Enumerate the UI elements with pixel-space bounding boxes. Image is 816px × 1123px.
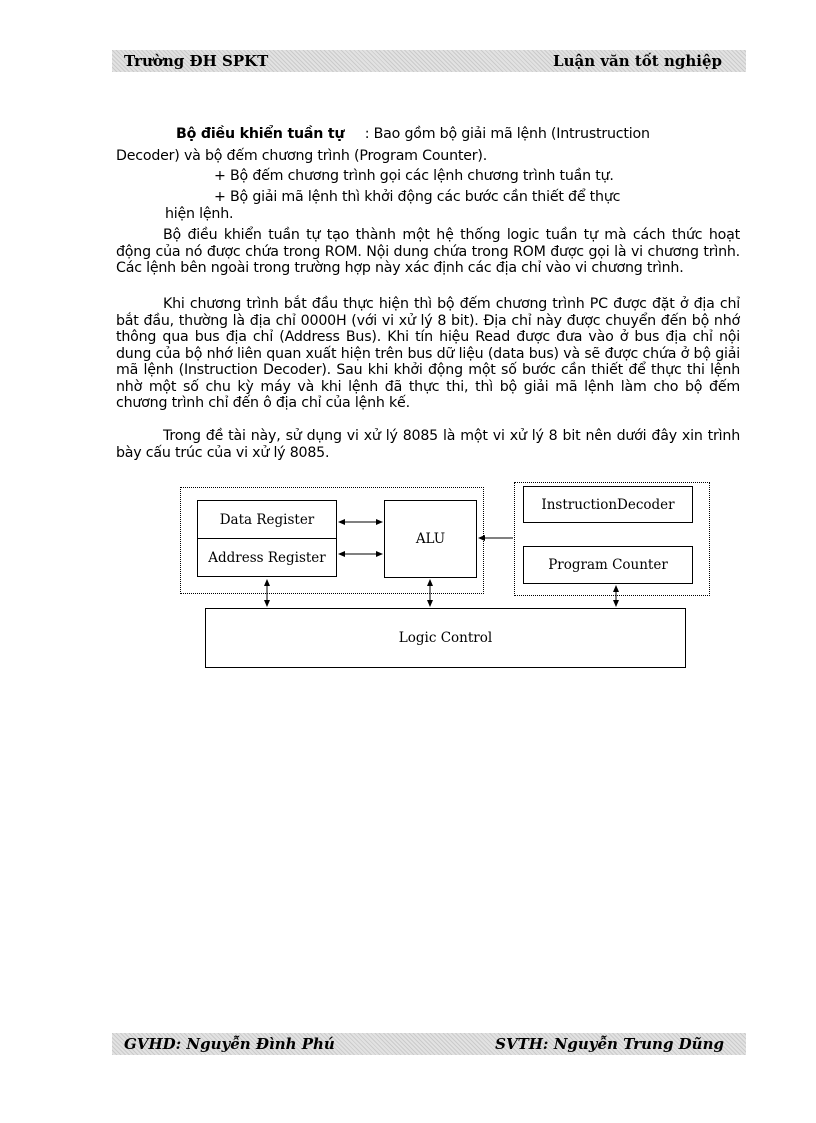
page-footer	[112, 1033, 746, 1055]
footer-student: SVTH: Nguyễn Trung Dũng	[495, 1035, 724, 1053]
section-heading: Bộ điều khiển tuần tự	[176, 126, 345, 142]
logic-control-block: Logic Control	[205, 608, 686, 668]
paragraph-program-counter: Khi chương trình bắt đầu thực hiện thì bộ đếm chương trình PC được đặt ở địa chỉ bắt đầu, thường là địa chỉ 0000H (với vi xử lý 8 bit). Địa chỉ này được chuyển đến bộ nhớ thông qua bus địa chỉ (Address Bus). Khi tín hiệu Read được đưa vào ở bus địa chỉ nội dung của bộ nhớ liên quan xuất hiện trên bus dữ liệu (data bus) và sẽ được chứa ở bộ giải mã lệnh (Instruction Decoder). Sau khi khởi động một số bước cần thiết để thực thi lệnh nhờ một số chu kỳ máy và khi lệnh đã thực thi, thì bộ giải mã lệnh làm cho bộ đếm chương trình chỉ đến ô địa chỉ của lệnh kế.	[116, 296, 740, 411]
alu-block: ALU	[384, 500, 477, 578]
data-register-block: Data Register	[197, 500, 337, 539]
header-school: Trường ĐH SPKT	[124, 52, 269, 70]
address-register-block: Address Register	[197, 538, 337, 577]
instruction-decoder-block: InstructionDecoder	[523, 486, 693, 523]
paragraph-rom: Bộ điều khiển tuần tự tạo thành một hệ thống logic tuần tự mà cách thức hoạt động của nó được chứa trong ROM. Nội dung chứa trong ROM được gọi là vi chương trình. Các lệnh bên ngoài trong trường hợp này xác định các địa chỉ vào vi chương trình.	[116, 227, 740, 276]
bullet-instruction-decoder: + Bộ giải mã lệnh thì khởi động các bước cần thiết để thực	[214, 189, 621, 205]
section-intro-cont: Decoder) và bộ đếm chương trình (Program Counter).	[116, 148, 488, 164]
footer-supervisor: GVHD: Nguyễn Đình Phú	[124, 1035, 335, 1053]
program-counter-block: Program Counter	[523, 546, 693, 584]
bullet-instruction-decoder-cont: hiện lệnh.	[165, 206, 234, 222]
header-thesis-label: Luận văn tốt nghiệp	[553, 52, 722, 70]
bullet-program-counter: + Bộ đếm chương trình gọi các lệnh chương trình tuần tự.	[214, 168, 614, 184]
paragraph-8085: Trong đề tài này, sử dụng vi xử lý 8085 là một vi xử lý 8 bit nên dưới đây xin trình bày cấu trúc của vi xử lý 8085.	[116, 428, 740, 461]
section-intro: : Bao gồm bộ giải mã lệnh (Intrustruction	[364, 126, 650, 142]
